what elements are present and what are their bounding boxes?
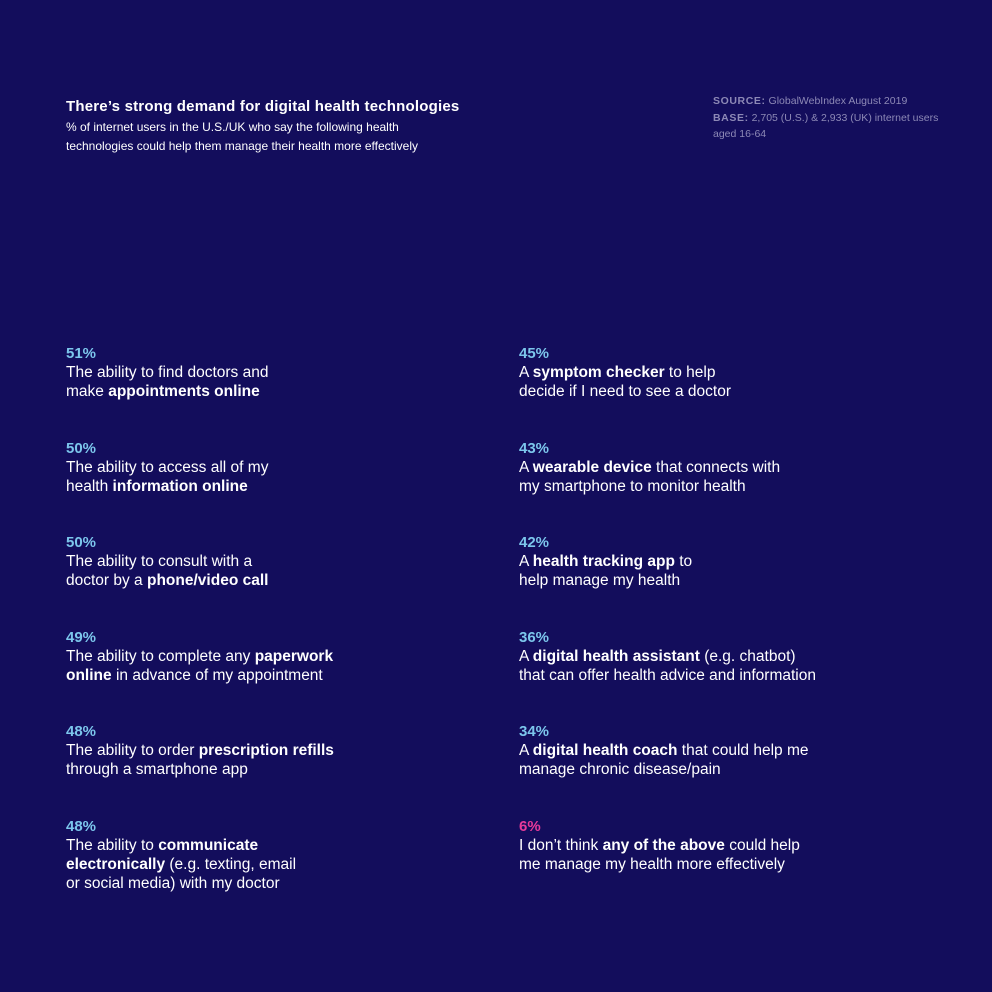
stat-percent: 43% [519,439,550,457]
source-label: SOURCE: [713,95,766,107]
stat-label: The ability to access all of my health information online [66,458,269,495]
stat-label: The ability to complete any paperwork online in advance of my appointment [66,647,334,684]
stat-item [519,628,919,723]
stat-percent: 45% [519,345,550,362]
stat-percent: 36% [519,628,550,646]
stat-percent: 49% [66,628,97,646]
stat-percent: 34% [519,723,550,740]
base-label: BASE: [713,111,749,124]
stat-item [66,628,466,723]
stat-item [66,817,466,912]
stat-percent: 48% [66,723,97,740]
stat-label: A symptom checker to help decide if I need to see a doctor [519,364,731,400]
stat-label: A digital health coach that could help me manage chronic disease/pain [519,742,809,778]
chart-subtitle: % of internet users in the U.S./UK who say the following health technologies could help them manage their health more effectively [66,120,418,153]
stat-label: The ability to communicate electronically (e.g. texting, email or social media) with my doctor [66,836,297,892]
stat-percent: 51% [66,345,97,362]
stat-item [519,817,919,912]
stat-percent: 50% [66,534,97,551]
stat-item [519,344,919,439]
stat-item [66,722,466,817]
source-note [713,93,943,143]
base-text: 2,705 (U.S.) & 2,933 (UK) internet users aged 16-64 [713,111,939,140]
stat-label: I don’t think any of the above could help me manage my health more effectively [519,836,800,873]
chart-header [66,98,586,156]
stat-item [519,439,919,534]
stats-column-left [66,344,466,911]
stat-item [66,344,466,439]
stat-label: A wearable device that connects with my smartphone to monitor health [519,458,781,495]
stats-column-right [519,344,919,911]
source-text: GlobalWebIndex August 2019 [768,95,908,107]
stat-label: A health tracking app to help manage my health [519,553,693,589]
stat-item [519,533,919,628]
stat-label: The ability to order prescription refills through a smartphone app [66,742,334,778]
stat-item [66,439,466,534]
stat-label: The ability to consult with a doctor by a phone/video call [66,553,269,589]
stat-percent: 50% [66,439,97,457]
stat-percent: 48% [66,817,97,835]
stat-item [519,722,919,817]
stat-percent: 6% [519,817,541,835]
stat-percent: 42% [519,534,550,551]
stat-item [66,533,466,628]
stat-label: The ability to find doctors and make appointments online [66,364,269,400]
stat-label: A digital health assistant (e.g. chatbot) that can offer health advice and information [519,647,816,684]
chart-title: There’s strong demand for digital health technologies [66,98,460,115]
